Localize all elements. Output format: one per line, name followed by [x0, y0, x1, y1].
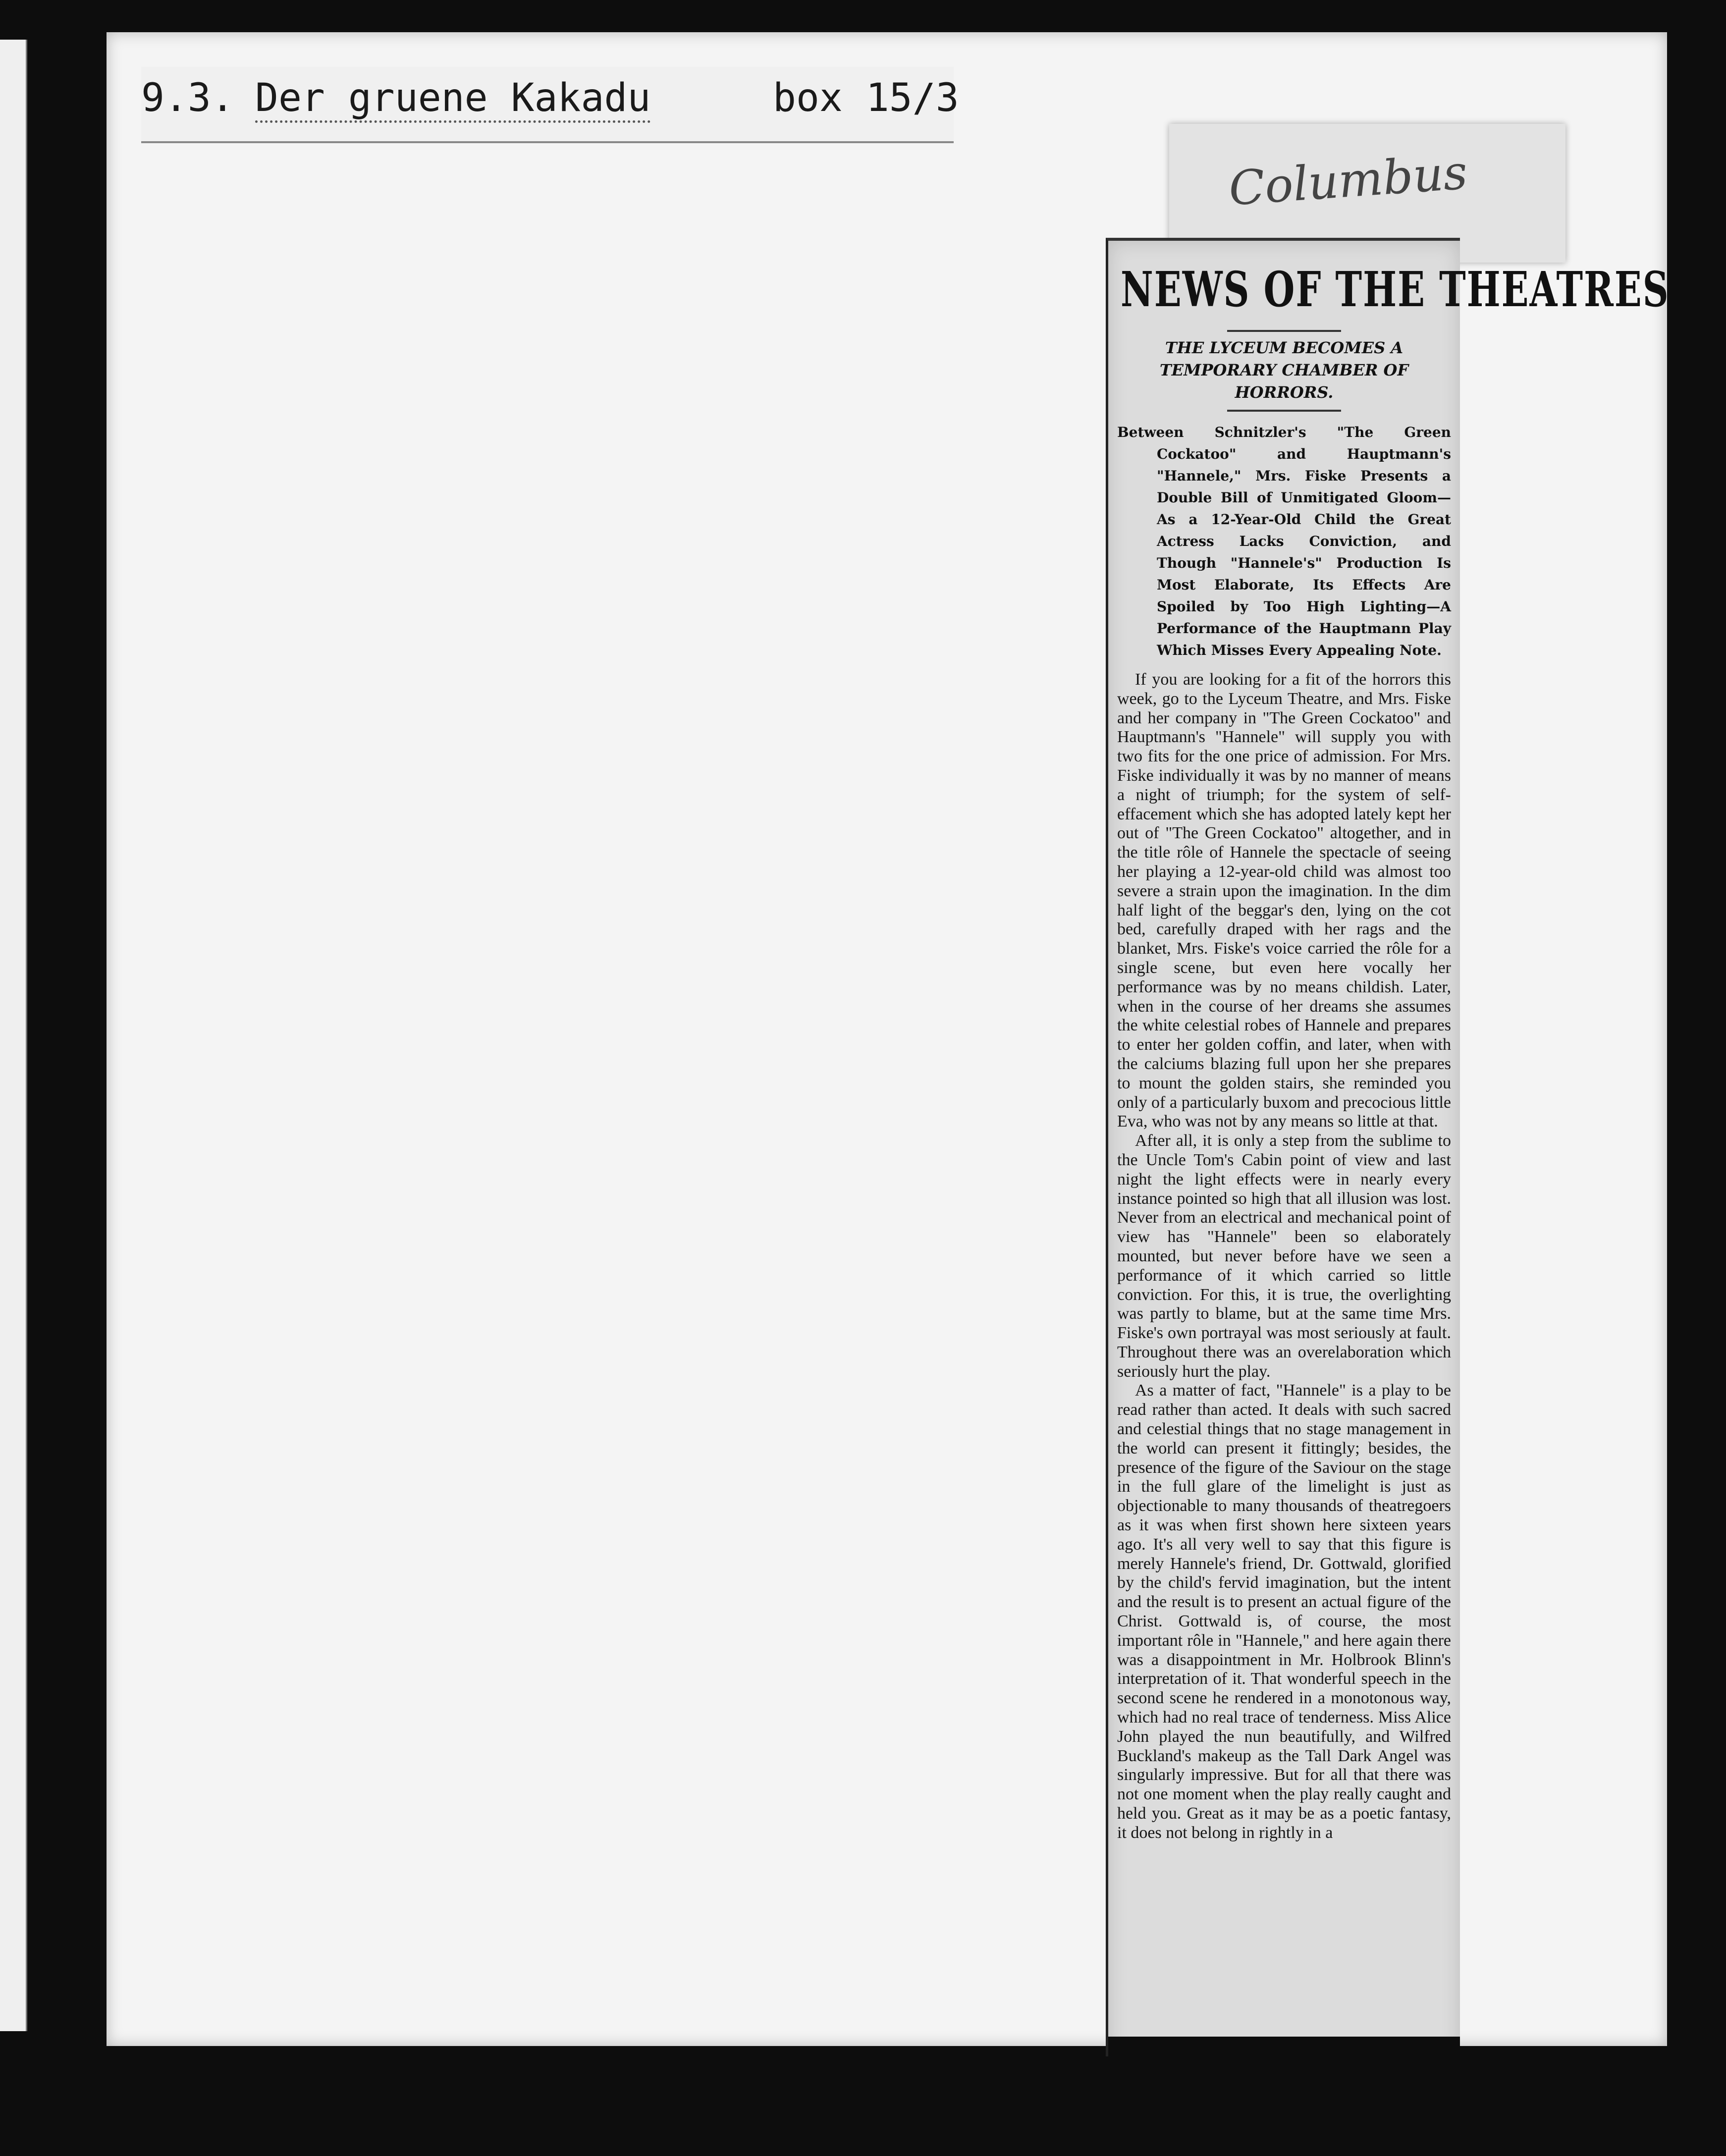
article-body	[1117, 670, 1451, 1843]
newspaper-clipping	[1106, 238, 1670, 2056]
paragraph: After all, it is only a step from the sublime to the Uncle Tom's Cabin point of view and last night the light effects were in nearly every instance pointed so high that all illusion was lost. Never from an electrical and mechanical point of view has "Hannele" been so elaborately mounted, but never before have we seen a performance of it which carried so little conviction. For this, it is true, the overlighting was partly to blame, but at the same time Mrs. Fiske's own portrayal was most seriously at fault. Throughout there was an overelaboration which seriously hurt the play.	[1117, 1132, 1451, 1381]
clipping-cutoff	[1108, 2037, 1460, 2056]
paragraph: If you are looking for a fit of the horrors this week, go to the Lyceum Theatre, and Mrs. Fiske and her company in "The Green Cockatoo" and Hauptmann's "Hannele" will supply you with two fits for the one price of admission. For Mrs. Fiske individually it was by no manner of means a night of triumph; for the system of self-effacement which she has adopted lately kept her out of "The Green Cockatoo" altogether, and in the title rôle of Hannele the spectacle of seeing her playing a 12-year-old child was almost too severe a strain upon the imagination. In the dim half light of the beggar's den, lying on the cot bed, carefully draped with her rags and the blanket, Mrs. Fiske's voice carried the rôle for a single scene, but even here vocally her performance was by no means childish. Later, when in the course of her dreams she assumes the white celestial robes of Hannele and prepares to enter her golden coffin, and later, when with the calciums blazing full upon her she prepares to mount the golden stairs, she reminded you only of a particularly buxom and precocious little Eva, who was not by any means so little at that.	[1117, 670, 1451, 1131]
article-headline: THE LYCEUM BECOMES A TEMPORARY CHAMBER OF HORRORS.	[1159, 338, 1409, 402]
divider	[1227, 410, 1341, 412]
folder-number: 9.3.	[141, 76, 234, 120]
archive-label	[141, 67, 959, 143]
adjacent-page-edge	[0, 40, 27, 2031]
folder-title: Der gruene Kakadu	[255, 76, 650, 123]
handwritten-note: Columbus	[1227, 145, 1469, 216]
paragraph: As a matter of fact, "Hannele" is a play to be read rather than acted. It deals with such sacred and celestial things that no stage management in the world can present it fittingly; besides, the presence of the figure of the Saviour on the stage in the full glare of the limelight is just as objectionable to many thousands of theatregoers as it was when first shown here sixteen years ago. It's all very well to say that this figure is merely Hannele's friend, Dr. Gottwald, glorified by the child's fervid imagination, but the intent and the result is to present an actual figure of the Christ. Gottwald is, of course, the most important rôle in "Hannele," and here again there was a disappointment in Mr. Holbrook Blinn's interpretation of it. That wonderful speech in the second scene he rendered in a monotonous way, which had no real trace of tenderness. Miss Alice John played the nun beautifully, and Wilfred Buckland's makeup as the Tall Dark Angel was singularly impressive. But for all that there was not one moment when the play really caught and held you. Great as it may be as a poetic fantasy, it does not belong in rightly in a	[1117, 1381, 1451, 1842]
divider	[1227, 330, 1341, 332]
column-masthead: NEWS OF THE THEATRES	[1121, 261, 1670, 318]
article-deck: Between Schnitzler's "The Green Cockatoo" and Hauptmann's "Hannele," Mrs. Fiske Presents a Double Bill of Unmitigated Gloom—As a 12-Year-Old Child the Great Actress Lacks Conviction, and Though "Hannele's" Production Is Most Elaborate, Its Effects Are Spoiled by Too High Lighting—A Performance of the Hauptmann Play Which Misses Every Appealing Note.	[1117, 424, 1451, 658]
box-number: box 15/3	[773, 76, 959, 120]
